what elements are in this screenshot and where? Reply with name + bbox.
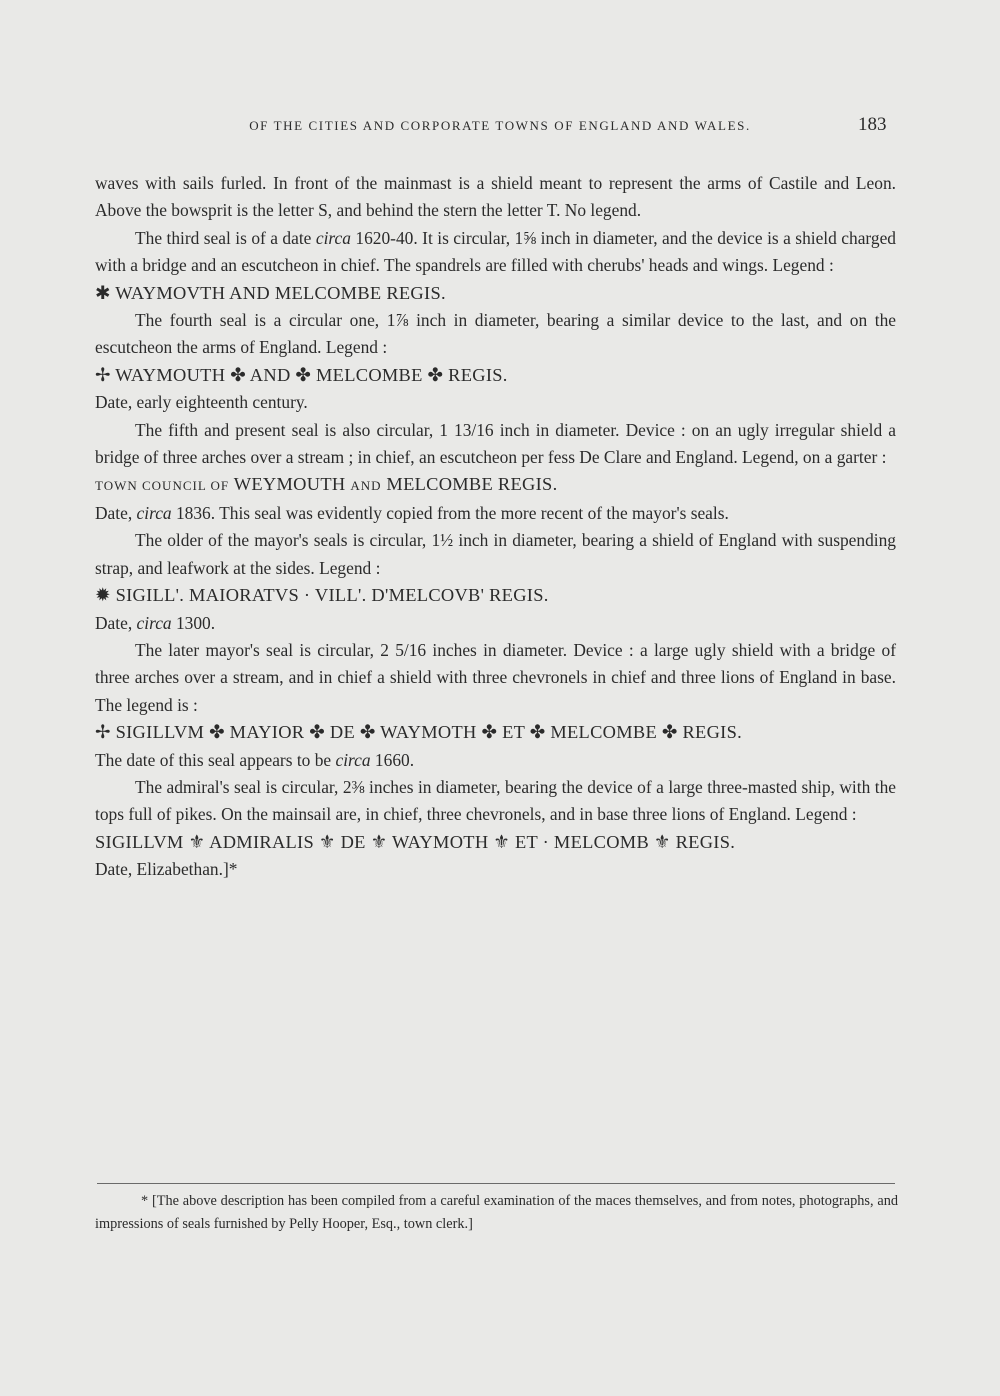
seal-legend: TOWN COUNCIL OF WEYMOUTH AND MELCOMBE REGIS. [95, 474, 558, 495]
seal-legend: ✹ SIGILL'. MAIORATVS · VILL'. D'MELCOVB' REGIS. [95, 585, 549, 606]
main-text [95, 170, 896, 884]
paragraph: The later mayor's seal is circular, 2 5/16 inches in diameter. Device : a large ugly shield with a bridge of three arches over a stream, and in chief a shield with three chevronels in chief and three lions of England in base. The legend is : [95, 639, 896, 715]
seal-legend: ✢ WAYMOUTH ✤ AND ✤ MELCOMBE ✤ REGIS. [95, 364, 508, 385]
paragraph: Date, Elizabethan.]* [95, 859, 238, 880]
footnote: * [The above description has been compiled from a careful examination of the maces themselves, and from notes, photographs, and impressions of seals furnished by Pelly Hooper, Esq., town clerk.] [95, 1193, 898, 1232]
paragraph: Date, circa 1300. [95, 612, 216, 633]
seal-legend: ✢ SIGILLVM ✤ MAYIOR ✤ DE ✤ WAYMOTH ✤ ET ✤ MELCOMBE ✤ REGIS. [95, 722, 743, 743]
paragraph: Date, circa 1836. This seal was evidently copied from the more recent of the mayor's seals. [95, 502, 729, 523]
paragraph: waves with sails furled. In front of the mainmast is a shield meant to represent the arms of Castile and Leon. Above the bowsprit is the letter S, and behind the stern the letter T. No legend. [95, 173, 896, 221]
paragraph: The third seal is of a date circa 1620-40. It is circular, 1⅝ inch in diameter, and the device is a shield charged with a bridge and an escutcheon in chief. The spandrels are filled with cherubs' heads and wings. Legend : [95, 227, 897, 276]
seal-legend: ✱ WAYMOVTH AND MELCOMBE REGIS. [95, 282, 446, 303]
footnote-divider [97, 1183, 895, 1184]
paragraph: The older of the mayor's seals is circular, 1½ inch in diameter, bearing a shield of England with suspending strap, and leafwork at the sides. Legend : [95, 530, 896, 578]
paragraph: The admiral's seal is circular, 2⅜ inches in diameter, bearing the device of a large three-masted ship, with the tops full of pikes. On the mainsail are, in chief, three chevronels, and in base three lions of England. Legend : [95, 776, 896, 825]
paragraph: Date, early eighteenth century. [95, 392, 308, 413]
paragraph: The date of this seal appears to be circa 1660. [95, 749, 415, 770]
paragraph: The fifth and present seal is also circular, 1 13/16 inch in diameter. Device : on an ugly irregular shield a bridge of three arches over a stream ; in chief, an escutcheon per fess De Clare and England. Legend, on a garter : [95, 419, 896, 468]
page-number: 183 [858, 114, 887, 135]
paragraph: The fourth seal is a circular one, 1⅞ inch in diameter, bearing a similar device to the last, and on the escutcheon the arms of England. Legend : [95, 310, 896, 358]
seal-legend: SIGILLVM ⚜ ADMIRALIS ⚜ DE ⚜ WAYMOTH ⚜ ET · MELCOMB ⚜ REGIS. [95, 831, 736, 852]
running-header: OF THE CITIES AND CORPORATE TOWNS OF ENGLAND AND WALES. [249, 118, 751, 133]
